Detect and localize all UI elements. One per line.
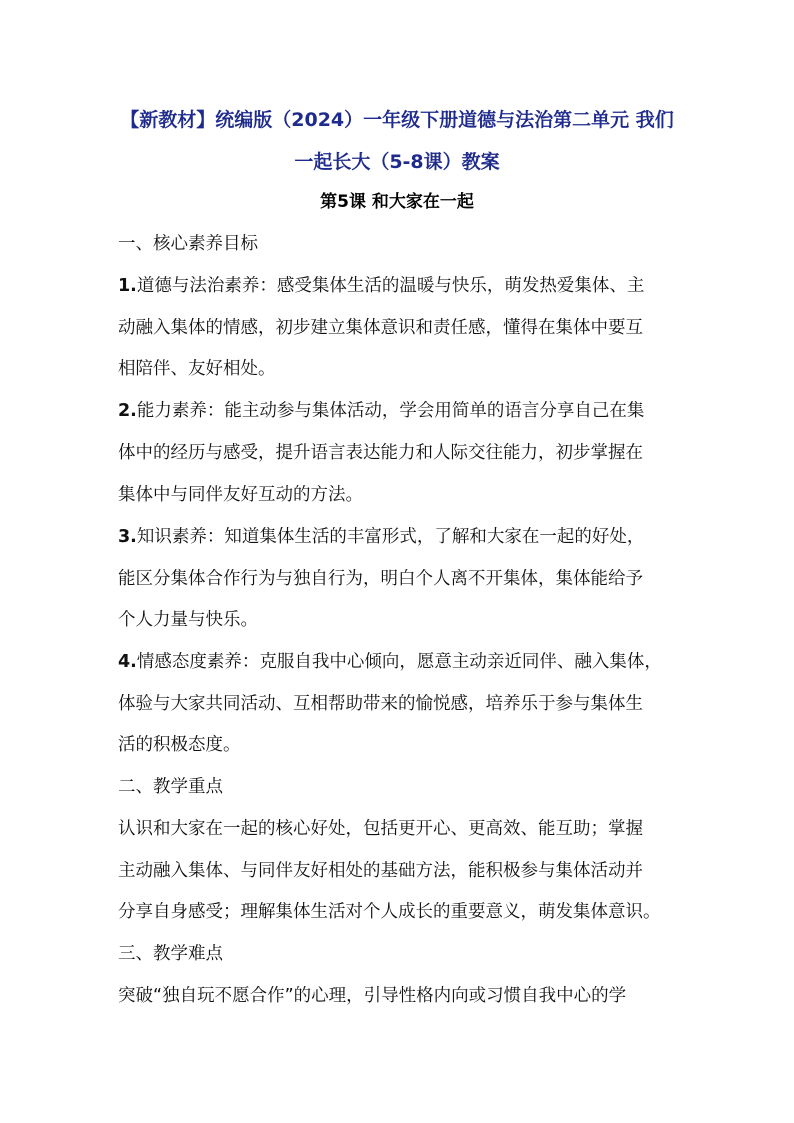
paragraph-line [118,400,678,422]
document-title-line-1: 【新教材】统编版（2024）一年级下册道德与法治第二单元 我们 [120,109,674,131]
document-title-line-2: 一起长大（5-8课）教案 [294,151,500,173]
item-number: 1. [118,276,137,296]
paragraph-line: 主动融入集体、与同伴友好相处的基础方法，能积极参与集体活动并 [118,861,643,881]
paragraph-line: 集体中与同伴友好互动的方法。 [118,485,363,505]
paragraph-line [118,651,678,673]
paragraph-line: 相陪伴、友好相处。 [118,359,276,379]
paragraph-text: 能力素养：能主动参与集体活动，学会用简单的语言分享自己在集 [136,401,645,421]
section-heading-key-points: 二、教学重点 [118,777,223,797]
section-heading-difficulties: 三、教学难点 [118,944,223,964]
paragraph-text: 知识素养：知道集体生活的丰富形式，了解和大家在一起的好处， [136,527,645,547]
paragraph-line: 分享自身感受；理解集体生活对个人成长的重要意义，萌发集体意识。 [118,902,661,922]
paragraph-text: 道德与法治素养：感受集体生活的温暖与快乐，萌发热爱集体、主 [136,276,645,296]
paragraph-line [118,275,678,297]
paragraph-line: 个人力量与快乐。 [118,610,258,630]
paragraph-line: 活的积极态度。 [118,735,241,755]
paragraph-line [118,526,678,548]
item-number: 2. [118,401,137,421]
paragraph-line: 动融入集体的情感，初步建立集体意识和责任感，懂得在集体中要互 [118,318,643,338]
section-heading-core-goals: 一、核心素养目标 [118,234,258,254]
item-number: 4. [118,652,137,672]
lesson-title: 第5课 和大家在一起 [320,192,474,212]
paragraph-line: 突破“独自玩不愿合作”的心理，引导性格内向或习惯自我中心的学 [118,986,627,1006]
paragraph-line: 认识和大家在一起的核心好处，包括更开心、更高效、能互助；掌握 [118,819,643,839]
item-number: 3. [118,527,137,547]
paragraph-line: 体中的经历与感受，提升语言表达能力和人际交往能力，初步掌握在 [118,443,643,463]
paragraph-line: 体验与大家共同活动、互相帮助带来的愉悦感，培养乐于参与集体生 [118,694,643,714]
paragraph-line: 能区分集体合作行为与独自行为，明白个人离不开集体，集体能给予 [118,569,643,589]
paragraph-text: 情感态度素养：克服自我中心倾向，愿意主动亲近同伴、融入集体， [136,652,662,672]
